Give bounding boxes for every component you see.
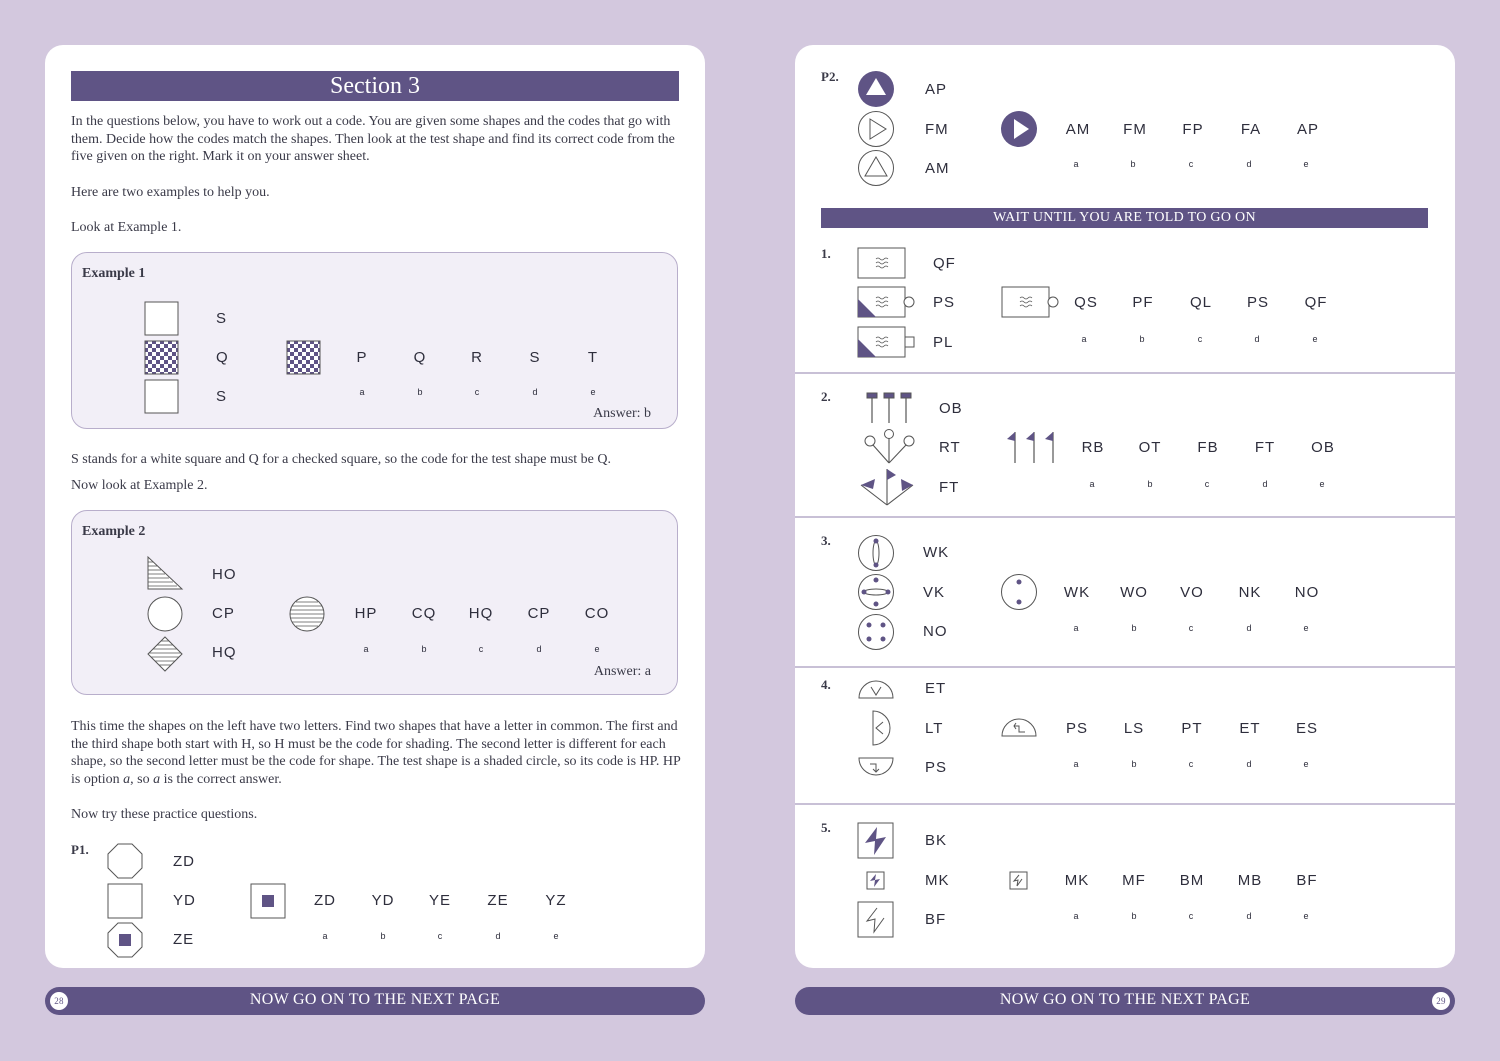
code-label: ZD — [173, 853, 195, 870]
option-letter: a — [363, 644, 369, 654]
code-label: ZE — [173, 931, 195, 948]
option-code: T — [587, 349, 599, 366]
code-label: HO — [212, 566, 237, 583]
option-letter: d — [495, 931, 501, 941]
test-circle-two-dots-shape — [1000, 573, 1038, 611]
octagon-shape — [106, 842, 144, 880]
left-page — [45, 45, 705, 968]
instructions-text: In the questions below, you have to work out a code. You are given some shapes and the codes that go with them. Decide how the codes match the shapes. Then look at the test shape and find its correct code from the five given on the right. Mark it on your answer sheet. — [71, 114, 675, 164]
code-label: OB — [939, 400, 963, 417]
test-shaded-circle-shape — [288, 595, 326, 633]
option-code: FB — [1197, 439, 1219, 456]
three-flat-stems-shape — [863, 391, 919, 425]
circle-right-triangle-shape — [857, 110, 895, 148]
option-letter: d — [532, 387, 538, 397]
option-code: RB — [1081, 439, 1105, 456]
test-wavy-rectangle-circle-shape — [1001, 286, 1059, 318]
option-letter: d — [1254, 334, 1260, 344]
option-code: HP — [354, 605, 378, 622]
branching-flags-shape — [857, 467, 917, 507]
semicircle-down-shape — [857, 678, 895, 700]
octagon-with-square-shape — [106, 921, 144, 959]
circle-up-triangle-shape — [857, 149, 895, 187]
question-number: P2. — [821, 69, 839, 84]
filled-circle-triangle-shape — [857, 70, 895, 108]
divider — [795, 372, 1455, 374]
option-code: YD — [371, 892, 395, 909]
divider — [795, 516, 1455, 518]
option-code: QS — [1074, 294, 1098, 311]
option-code: PF — [1132, 294, 1154, 311]
code-label: AM — [925, 160, 950, 177]
option-code: YE — [428, 892, 451, 909]
wavy-rectangle-shape — [857, 247, 907, 279]
option-code: CP — [527, 605, 551, 622]
option-letter: a — [1073, 623, 1079, 633]
option-letter: b — [417, 387, 423, 397]
option-code: ES — [1295, 720, 1318, 737]
footer-text: NOW GO ON TO THE NEXT PAGE — [999, 991, 1251, 1008]
option-letter: e — [590, 387, 596, 397]
option-letter: b — [1139, 334, 1145, 344]
code-label: BK — [925, 832, 948, 849]
option-code: VO — [1180, 584, 1204, 601]
option-letter: c — [1197, 334, 1203, 344]
option-letter: a — [1073, 159, 1079, 169]
example1-box — [71, 252, 678, 429]
circle-with-oval-shape — [857, 534, 895, 572]
code-label: FM — [925, 121, 949, 138]
code-label: Q — [216, 349, 229, 366]
question-number: 4. — [821, 677, 831, 692]
option-code: P — [356, 349, 368, 366]
wait-banner: WAIT UNTIL YOU ARE TOLD TO GO ON — [821, 208, 1428, 228]
example2-label: Example 2 — [82, 524, 146, 539]
test-semicircle-arrow-shape — [1000, 716, 1038, 738]
option-letter: d — [1262, 479, 1268, 489]
option-code: HQ — [468, 605, 494, 622]
option-code: CQ — [411, 605, 437, 622]
option-letter: a — [1089, 479, 1095, 489]
option-letter: b — [1131, 623, 1137, 633]
option-code: FM — [1123, 121, 1147, 138]
option-letter: e — [1319, 479, 1325, 489]
question-number: 2. — [821, 389, 831, 404]
example1-label: Example 1 — [82, 266, 146, 281]
white-square-shape — [144, 379, 180, 415]
option-code: QL — [1189, 294, 1212, 311]
option-code: BM — [1179, 872, 1205, 889]
option-code: PS — [1246, 294, 1269, 311]
white-circle-shape — [146, 595, 184, 633]
option-letter: e — [1312, 334, 1318, 344]
semicircle-left-shape — [871, 709, 893, 747]
wavy-rectangle-triangle-circle-shape — [857, 286, 915, 318]
shaded-triangle-shape — [146, 555, 184, 591]
square-lightning-shape — [857, 822, 895, 860]
option-letter: c — [1188, 623, 1194, 633]
code-label: HQ — [212, 644, 237, 661]
option-code: MK — [1064, 872, 1090, 889]
question-number: 5. — [821, 820, 831, 835]
option-letter: a — [1073, 759, 1079, 769]
option-letter: c — [474, 387, 480, 397]
option-letter: c — [437, 931, 443, 941]
left-footer — [45, 987, 705, 1015]
test-filled-circle-right-triangle-shape — [1000, 110, 1038, 148]
option-letter: b — [1131, 759, 1137, 769]
divider — [795, 666, 1455, 668]
option-code: PT — [1181, 720, 1203, 737]
section-title: Section 3 — [71, 71, 679, 101]
test-checked-square-shape — [286, 340, 322, 376]
option-letter: e — [553, 931, 559, 941]
code-label: PS — [933, 294, 956, 311]
circle-with-horizontal-oval-shape — [857, 573, 895, 611]
option-code: MB — [1237, 872, 1263, 889]
option-letter: e — [1303, 759, 1309, 769]
option-letter: d — [1246, 623, 1252, 633]
code-label: ET — [925, 680, 947, 697]
option-code: S — [529, 349, 541, 366]
option-code: ZD — [314, 892, 336, 909]
option-letter: c — [1204, 479, 1210, 489]
footer-text: NOW GO ON TO THE NEXT PAGE — [249, 991, 501, 1008]
right-page — [795, 45, 1455, 968]
option-letter: c — [1188, 159, 1194, 169]
code-label: S — [216, 388, 228, 405]
option-letter: d — [1246, 759, 1252, 769]
option-code: WO — [1120, 584, 1148, 601]
question-number: 3. — [821, 533, 831, 548]
option-letter: d — [1246, 911, 1252, 921]
option-letter: e — [1303, 159, 1309, 169]
branching-circles-shape — [863, 429, 919, 465]
example2-explanation: This time the shapes on the left have two letters. Find two shapes that have a letter in common. The first and the third shape both start with H, so H must be the code for shading. The second letter is different for each shape, so the second letter must be the code for shape. The test shape is a shaded circle, so its code is HP. HP is option a, so a is the correct answer. — [71, 719, 681, 787]
page-number: 28 — [50, 992, 68, 1010]
option-code: NO — [1294, 584, 1320, 601]
code-label: MK — [925, 872, 950, 889]
small-square-lightning-shape — [866, 871, 886, 891]
option-code: OB — [1311, 439, 1335, 456]
shaded-diamond-shape — [146, 635, 184, 673]
code-label: CP — [212, 605, 235, 622]
option-letter: b — [1130, 159, 1136, 169]
option-letter: b — [421, 644, 427, 654]
option-code: BF — [1296, 872, 1318, 889]
option-code: CO — [584, 605, 610, 622]
examples-intro-text: Here are two examples to help you. — [71, 185, 270, 200]
practice-intro-text: Now try these practice questions. — [71, 807, 258, 822]
square-outline-lightning-shape — [857, 901, 895, 939]
right-footer — [795, 987, 1455, 1015]
option-letter: e — [1303, 623, 1309, 633]
test-small-square-outline-lightning-shape — [1009, 871, 1029, 891]
option-code: AM — [1065, 121, 1091, 138]
white-square-shape — [106, 882, 144, 920]
wavy-rectangle-triangle-square-shape — [857, 326, 915, 358]
code-label: PS — [925, 759, 948, 776]
option-letter: b — [1147, 479, 1153, 489]
option-letter: d — [1246, 159, 1252, 169]
option-code: ET — [1239, 720, 1261, 737]
option-code: FT — [1254, 439, 1276, 456]
look-example1-text: Look at Example 1. — [71, 220, 182, 235]
option-letter: a — [359, 387, 365, 397]
question-number: 1. — [821, 246, 831, 261]
option-letter: b — [380, 931, 386, 941]
option-code: R — [471, 349, 483, 366]
divider — [795, 803, 1455, 805]
code-label: FT — [939, 479, 960, 496]
option-letter: c — [478, 644, 484, 654]
white-square-shape — [144, 301, 180, 337]
code-label: VK — [923, 584, 946, 601]
option-code: LS — [1123, 720, 1145, 737]
look-example2-text: Now look at Example 2. — [71, 478, 208, 493]
option-code: WK — [1063, 584, 1091, 601]
code-label: LT — [925, 720, 944, 737]
code-label: BF — [925, 911, 947, 928]
option-code: NK — [1238, 584, 1262, 601]
option-code: FA — [1240, 121, 1262, 138]
option-letter: a — [322, 931, 328, 941]
code-label: S — [216, 310, 228, 327]
option-code: ZE — [487, 892, 509, 909]
code-label: RT — [939, 439, 961, 456]
option-letter: b — [1131, 911, 1137, 921]
code-label: NO — [923, 623, 948, 640]
option-code: PS — [1065, 720, 1088, 737]
option-letter: c — [1188, 759, 1194, 769]
option-letter: e — [1303, 911, 1309, 921]
option-code: MF — [1122, 872, 1146, 889]
question-number: P1. — [71, 842, 89, 857]
example1-explanation: S stands for a white square and Q for a checked square, so the code for the test shape must be Q. — [71, 452, 611, 467]
option-code: Q — [413, 349, 427, 366]
code-label: PL — [933, 334, 954, 351]
example2-answer: Answer: a — [593, 664, 651, 679]
example1-answer: Answer: b — [593, 406, 651, 421]
option-code: YZ — [545, 892, 567, 909]
code-label: WK — [923, 544, 950, 561]
option-letter: d — [536, 644, 542, 654]
option-letter: a — [1081, 334, 1087, 344]
option-code: QF — [1304, 294, 1328, 311]
example2-box — [71, 510, 678, 695]
option-letter: a — [1073, 911, 1079, 921]
option-code: OT — [1138, 439, 1162, 456]
test-square-with-square-shape — [249, 882, 287, 920]
circle-four-dots-shape — [857, 613, 895, 651]
option-code: AP — [1296, 121, 1319, 138]
code-label: QF — [933, 255, 956, 272]
code-label: AP — [925, 81, 948, 98]
checked-square-shape — [144, 340, 180, 376]
option-letter: e — [594, 644, 600, 654]
semicircle-up-shape — [857, 756, 895, 778]
option-code: FP — [1182, 121, 1204, 138]
test-three-flag-stems-shape — [1007, 429, 1063, 465]
code-label: YD — [173, 892, 196, 909]
option-letter: c — [1188, 911, 1194, 921]
page-number: 29 — [1432, 992, 1450, 1010]
